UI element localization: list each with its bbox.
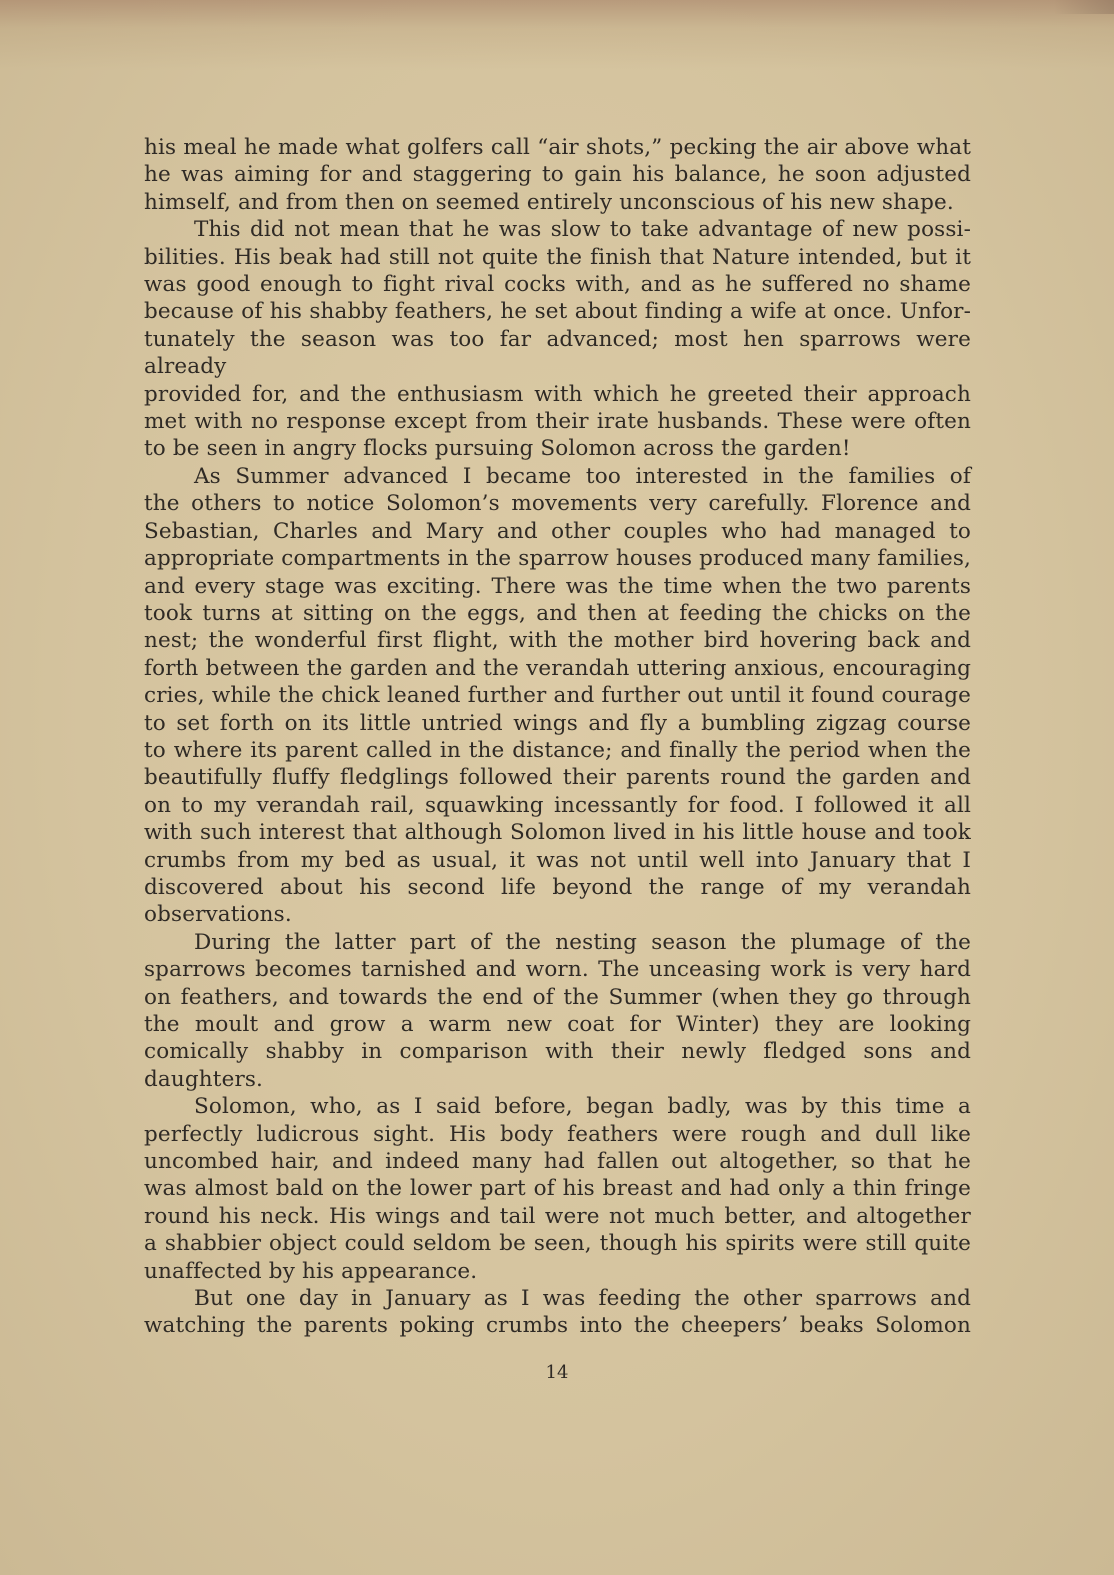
text-line: cries, while the chick leaned further and further out until it found courage <box>144 683 971 709</box>
text-line: took turns at sitting on the eggs, and then at feeding the chicks on the <box>144 600 971 626</box>
text-line: the others to notice Solomon’s movements very carefully. Florence and <box>144 491 971 517</box>
text-line: a shabbier object could seldom be seen, though his spirits were still quite <box>144 1231 971 1257</box>
text-line: unaffected by his appearance. <box>144 1258 478 1284</box>
page-stain <box>1054 0 1114 14</box>
text-line: bilities. His beak had still not quite the finish that Nature intended, but it <box>144 244 971 270</box>
text-line: was almost bald on the lower part of his breast and had only a thin fringe <box>144 1176 971 1202</box>
text-line: Sebastian, Charles and Mary and other couples who had managed to <box>144 518 971 544</box>
text-line: perfectly ludicrous sight. His body feathers were rough and dull like <box>144 1121 971 1147</box>
text-line: beautifully fluffy fledglings followed their parents round the garden and <box>144 765 971 791</box>
text-line: with such interest that although Solomon lived in his little house and took <box>144 820 971 846</box>
text-line: crumbs from my bed as usual, it was not until well into January that I <box>144 847 971 873</box>
text-line: comically shabby in comparison with their newly fledged sons and <box>144 1039 971 1065</box>
text-line: watching the parents poking crumbs into the cheepers’ beaks Solomon <box>144 1313 971 1339</box>
text-line: met with no response except from their irate husbands. These were often <box>144 409 971 435</box>
text-line: on feathers, and towards the end of the Summer (when they go through <box>144 984 971 1010</box>
text-line: appropriate compartments in the sparrow houses produced many families, <box>144 546 971 572</box>
text-line: to where its parent called in the distance; and finally the period when the <box>144 737 971 763</box>
text-line: he was aiming for and staggering to gain his balance, he soon adjusted <box>144 162 971 188</box>
text-line: uncombed hair, and indeed many had fallen out altogether, so that he <box>144 1149 971 1175</box>
text-line: round his neck. His wings and tail were not much better, and altogether <box>144 1203 971 1229</box>
text-line: on to my verandah rail, squawking incessantly for food. I followed it all <box>144 792 971 818</box>
text-line: the moult and grow a warm new coat for Winter) they are looking <box>144 1012 971 1037</box>
paragraph-start-line: But one day in January as I was feeding the other sparrows and <box>194 1286 971 1312</box>
text-line: was good enough to fight rival cocks with, and as he suffered no shame <box>144 272 971 298</box>
text-line: forth between the garden and the verandah uttering anxious, encouraging <box>144 655 971 681</box>
paragraph-start-line: During the latter part of the nesting season the plumage of the <box>194 929 971 955</box>
text-line: discovered about his second life beyond the range of my verandah <box>144 874 971 900</box>
text-line: sparrows becomes tarnished and worn. The unceasing work is very hard <box>144 957 971 983</box>
body-text <box>144 134 971 1340</box>
text-line: his meal he made what golfers call “air shots,” pecking the air above what <box>144 135 971 160</box>
text-line: tunately the season was too far advanced; most hen sparrows were already <box>144 326 971 380</box>
text-line: daughters. <box>144 1066 264 1092</box>
text-line: provided for, and the enthusiasm with which he greeted their approach <box>144 381 971 407</box>
text-line: observations. <box>144 902 292 928</box>
paragraph-start-line: This did not mean that he was slow to take advantage of new possi- <box>194 217 971 243</box>
text-line: because of his shabby feathers, he set about finding a wife at once. Unfor- <box>144 299 971 325</box>
paragraph-start-line: Solomon, who, as I said before, began badly, was by this time a <box>194 1094 971 1120</box>
text-line: and every stage was exciting. There was the time when the two parents <box>144 573 971 599</box>
text-line: to be seen in angry flocks pursuing Solomon across the garden! <box>144 436 851 462</box>
page-number: 14 <box>545 1362 569 1383</box>
text-line: nest; the wonderful first flight, with the mother bird hovering back and <box>144 628 971 654</box>
paragraph-start-line: As Summer advanced I became too interested in the families of <box>194 463 971 489</box>
text-line: himself, and from then on seemed entirely unconscious of his new shape. <box>144 189 954 215</box>
text-line: to set forth on its little untried wings and fly a bumbling zigzag course <box>144 710 971 736</box>
